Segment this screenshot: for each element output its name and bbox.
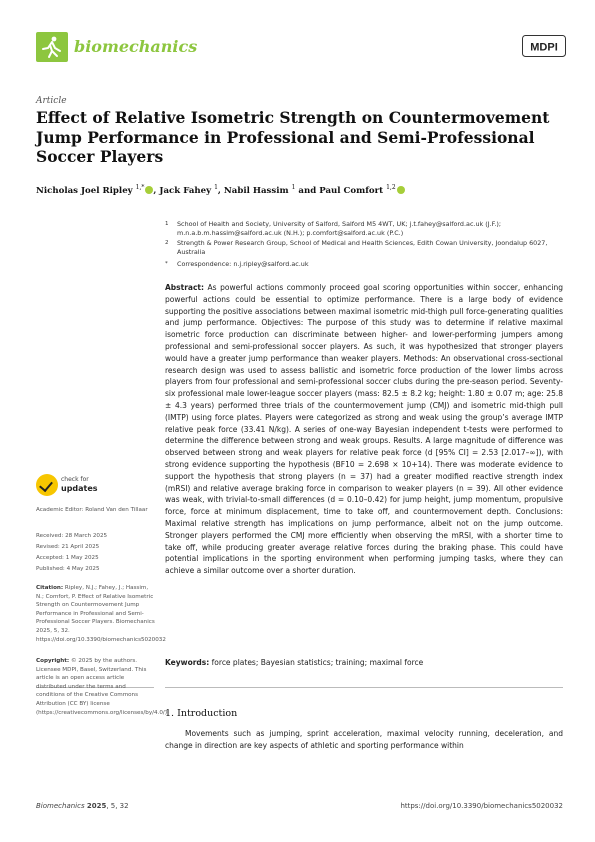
author-name: Jack Fahey	[159, 185, 215, 196]
abstract-label: Abstract:	[165, 283, 205, 292]
orcid-icon[interactable]	[397, 186, 405, 194]
badge-line2: updates	[61, 484, 98, 493]
author-affiliation-mark: 1	[214, 184, 218, 191]
correspondence	[165, 260, 565, 269]
keywords-text: force plates; Bayesian statistics; training; maximal force	[209, 658, 424, 667]
author-affiliation-mark: 1	[291, 184, 296, 191]
copyright-text[interactable]: © 2025 by the authors. Licensee MDPI, Basel, Switzerland. This article is an open access article distributed under the terms and conditions of the Creative Commons Attribution (CC BY) license (https://creativecommons.org/licenses/by/4.0/).	[36, 658, 169, 716]
mdpi-logo[interactable]	[522, 35, 566, 57]
date-received: Received: 28 March 2025	[36, 533, 108, 539]
citation-text[interactable]: Ripley, N.J.; Fahey, J.; Hassim, N.; Comfort, P. Effect of Relative Isometric Strength on Countermovement Jump Performance in Professional and Semi-Professional Soccer Players. Biomechanics 2025, 5, 32. https://doi.org/10.3390/biomechanics5020032	[36, 585, 166, 643]
author-affiliation-mark: 1,2	[386, 184, 396, 191]
author-separator: and	[295, 185, 320, 196]
copyright	[36, 657, 169, 717]
check-icon	[36, 474, 58, 496]
author-separator: ,	[153, 185, 160, 196]
affiliation-text: Strength & Power Research Group, School of Medical and Health Sciences, Edith Cowan University, Joondalup 6027, Australia	[177, 239, 548, 257]
author-name: Paul Comfort	[319, 185, 387, 196]
date-accepted: Accepted: 1 May 2025	[36, 555, 99, 561]
keywords	[165, 658, 563, 667]
journal-header	[36, 30, 566, 70]
affiliation-mark: *	[165, 261, 168, 267]
author-name: Nicholas Joel Ripley	[36, 185, 136, 196]
intro-paragraph: Movements such as jumping, sprint acceleration, maximal velocity running, deceleration, and change in direction are key aspects of athletic and sporting performance within	[165, 729, 563, 750]
section-heading-introduction: 1. Introduction	[165, 708, 238, 719]
footer-doi-link[interactable]: https://doi.org/10.3390/biomechanics5020032	[400, 802, 563, 810]
author-separator: ,	[217, 185, 224, 196]
affiliation-2	[165, 239, 565, 257]
footer-volume: , 5, 32	[106, 802, 129, 810]
copyright-label: Copyright:	[36, 658, 70, 664]
affiliation-mark: 2	[165, 240, 169, 246]
article-title: Effect of Relative Isometric Strength on Countermovement Jump Performance in Professional and Semi-Professional Soccer Players	[36, 108, 550, 166]
affiliation-text: School of Health and Society, University of Salford, Salford M5 4WT, UK; j.t.fahey@salford.ac.uk (J.F.); m.n.a.b.m.hassim@salford.ac.uk (N.H.); p.comfort@salford.ac.uk (P.C.)	[177, 220, 502, 238]
author-list	[36, 184, 556, 196]
footer-year: 2025	[86, 802, 107, 810]
correspondence-text[interactable]: Correspondence: n.j.ripley@salford.ac.uk	[177, 260, 309, 268]
article-type: Article	[36, 96, 67, 106]
affiliation-mark: 1	[165, 221, 169, 227]
abstract-text: As powerful actions commonly proceed goal scoring opportunities within soccer, enhancing powerful actions could be essential to optimize performance. There is a large body of evidence supporting the positive associations between maximal isometric mid-thigh pull force-generating qualities and jump performance. Objectives: The purpose of this study was to determine if relative maximal isometric force production can discriminate between higher- and lower-performing jumpers among professional and semi-professional soccer players. As such, it was hypothesized that stronger players would have a greater jump performance than weaker players. Methods: An observational cross-sectional research design was used to assess ballistic and isometric force production of the lower limbs across players from four professional and semi-professional soccer clubs during the pre-season period. Seventy-six professional male lower-league soccer players (mass: 82.5 ± 8.2 kg; height: 1.80 ± 0.07 m; age: 25.8 ± 4.3 years) performed three trials of the countermovement jump (CMJ) and isometric mid-thigh pull (IMTP) using force plates. Players were categorized as strong and weak using the group’s average IMTP relative peak force (33.41 N/kg). A series of one-way Bayesian independent t-tests were performed to determine the difference between strong and weak groups. Results. A large magnitude of difference was observed between strong and weak players for relative peak force (d [95% CI] = 2.53 [2.017–∞]), with strong evidence supporting the hypothesis (BF10 = 2.698 × 10+14). There was moderate evidence to support the hypothesis that strong players (n = 37) had a greater modified reactive strength index (mRSI) and relative average braking force in comparison to weaker players (n = 39). All other evidence was weak, with trivial-to-small differences (d = 0.10–0.42) for jump height, jump momentum, propulsive force, force at minimum displacement, time to take off, and countermovement depth. Conclusions: Maximal relative strength has implications on jump performance, albeit not on the jump outcome. Stronger players performed the CMJ more efficiently when observing the mRSI, with a shorter time to take off, while producing greater average relative forces during the braking phase. This could have potential implications in the sporting environment when performing jumping tasks, where they can achieve a similar outcome over a shorter duration.	[165, 283, 563, 576]
divider	[165, 687, 563, 688]
date-published: Published: 4 May 2025	[36, 566, 100, 572]
footer-citation	[36, 802, 129, 810]
date-revised: Revised: 21 April 2025	[36, 544, 100, 550]
citation-label: Citation:	[36, 585, 64, 591]
check-for-updates-badge[interactable]	[36, 472, 96, 500]
journal-logo-icon	[36, 32, 68, 62]
citation	[36, 584, 166, 644]
affiliation-1	[165, 220, 565, 238]
abstract	[165, 282, 563, 577]
keywords-label: Keywords:	[165, 658, 210, 667]
author-name: Nabil Hassim	[223, 185, 292, 196]
journal-name[interactable]: biomechanics	[74, 37, 198, 56]
footer-journal: Biomechanics	[36, 802, 85, 810]
publisher-name: MDPI	[530, 41, 558, 54]
academic-editor: Academic Editor: Roland Van den Tillaar	[36, 507, 148, 513]
author-affiliation-mark: 1,*	[135, 184, 145, 191]
badge-line1: check for	[61, 476, 89, 483]
